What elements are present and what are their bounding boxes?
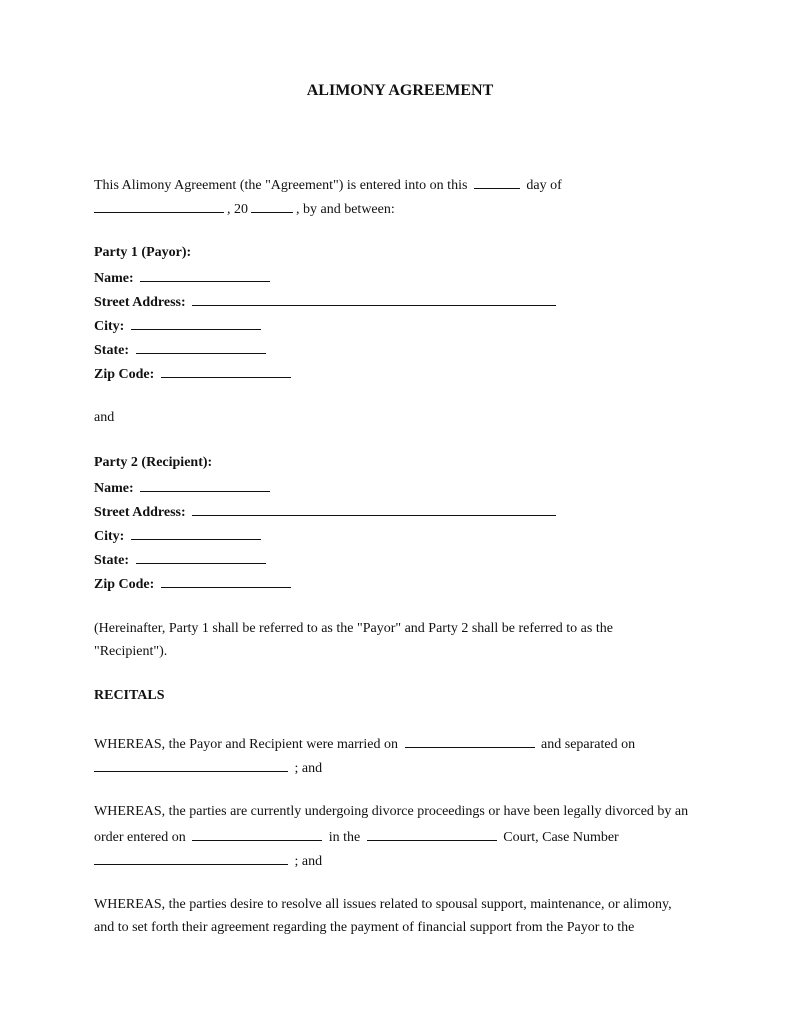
whereas-1-text-b: and separated on [541,737,636,752]
party2-street-row [94,502,559,522]
party2-state-row [94,550,269,570]
whereas-2-line-1: WHEREAS, the parties are currently undergoing divorce proceedings or have been legally divorced by an [94,804,689,819]
hereinafter-line-1: (Hereinafter, Party 1 shall be referred to as the "Payor" and Party 2 shall be referred to as the [94,621,613,636]
party1-zip-label: Zip Code: [94,367,155,382]
year-blank[interactable] [251,199,293,213]
party1-city-blank[interactable] [131,316,261,330]
whereas-2-text-d: ; and [294,854,323,869]
whereas-2-line-3 [94,851,322,871]
party1-street-row [94,292,559,312]
whereas-1-line-1 [94,734,635,754]
intro-line-2 [94,199,395,219]
party2-name-label: Name: [94,481,134,496]
party1-state-blank[interactable] [136,340,266,354]
intro-line-1 [94,175,562,195]
party1-zip-row [94,364,294,384]
party2-city-label: City: [94,529,125,544]
whereas-1-line-2 [94,758,322,778]
party2-street-label: Street Address: [94,505,186,520]
party1-street-label: Street Address: [94,295,186,310]
party2-zip-row [94,574,294,594]
party2-state-label: State: [94,553,129,568]
party2-street-blank[interactable] [192,502,556,516]
hereinafter-line-2: "Recipient"). [94,644,168,659]
whereas-3-line-2: and to set forth their agreement regarding the payment of financial support from the Payor to the [94,920,635,935]
separation-date-blank[interactable] [94,758,288,772]
party2-state-blank[interactable] [136,550,266,564]
court-name-blank[interactable] [367,827,497,841]
order-date-blank[interactable] [192,827,322,841]
recitals-heading: RECITALS [94,688,165,703]
party2-heading: Party 2 (Recipient): [94,455,213,470]
party1-name-label: Name: [94,271,134,286]
party2-city-blank[interactable] [131,526,261,540]
whereas-2-text-b: in the [328,830,361,845]
whereas-2-line-2 [94,827,619,847]
intro-text-2b: , by and between: [296,202,395,217]
party2-name-blank[interactable] [140,478,270,492]
document-title: ALIMONY AGREEMENT [306,82,494,99]
party1-state-row [94,340,269,360]
whereas-2-text-a: order entered on [94,830,186,845]
party1-state-label: State: [94,343,129,358]
whereas-1-text-a: WHEREAS, the Payor and Recipient were married on [94,737,399,752]
intro-text-1b: day of [526,178,562,193]
party1-street-blank[interactable] [192,292,556,306]
intro-text-2a: , 20 [227,202,248,217]
whereas-3-line-1: WHEREAS, the parties desire to resolve all issues related to spousal support, maintenance, or alimony, [94,897,672,912]
intro-text-1a: This Alimony Agreement (the "Agreement") is entered into on this [94,178,468,193]
whereas-2-text-c: Court, Case Number [503,830,619,845]
whereas-1-text-c: ; and [294,761,323,776]
day-blank[interactable] [474,175,520,189]
party2-zip-label: Zip Code: [94,577,155,592]
party2-city-row [94,526,264,546]
party1-zip-blank[interactable] [161,364,291,378]
party2-zip-blank[interactable] [161,574,291,588]
case-number-blank[interactable] [94,851,288,865]
party1-city-row [94,316,264,336]
party2-name-row [94,478,273,498]
party1-name-row [94,268,273,288]
party1-heading: Party 1 (Payor): [94,245,192,260]
party1-name-blank[interactable] [140,268,270,282]
month-blank[interactable] [94,199,224,213]
marriage-date-blank[interactable] [405,734,535,748]
and-text: and [94,410,115,425]
party1-city-label: City: [94,319,125,334]
